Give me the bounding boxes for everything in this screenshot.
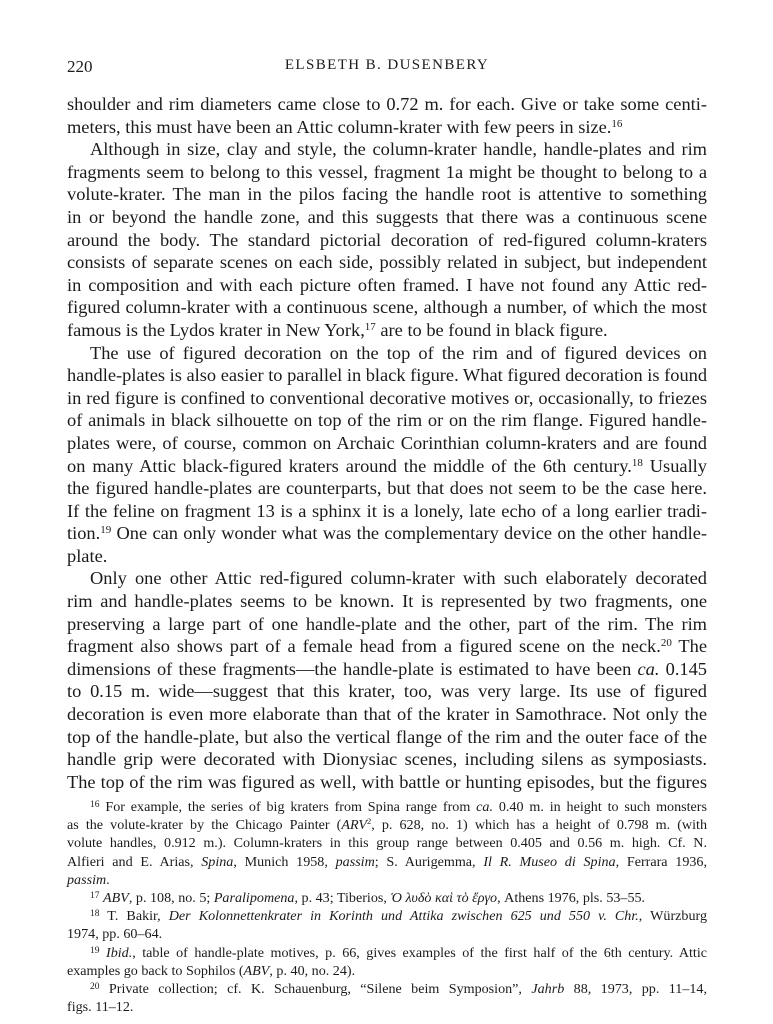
footnote-ref[interactable]: 20 <box>660 637 672 650</box>
body-line: dimensions of these fragments—the handle-plate is estimated to have been ca. 0.145 <box>67 658 707 679</box>
body-line: in or beyond the handle zone, and this suggests that there was a continuous scene <box>67 206 707 227</box>
running-head <box>67 57 707 81</box>
body-line: of animals in black silhouette on top of the rim or on the rim flange. Figured handle- <box>67 410 707 431</box>
footnote-line: 1974, pp. 60–64. <box>67 926 163 943</box>
footnote-ref[interactable]: 16 <box>611 117 623 130</box>
body-line: on many Attic black-figured kraters around the middle of the 6th century.$^{18}$ Usually <box>67 455 707 476</box>
page-number: 220 <box>67 57 93 76</box>
body-line: famous is the Lydos krater in New York,$^{17}$ are to be found in black figure. <box>67 319 608 340</box>
footnote-line: figs. 11–12. <box>67 999 134 1016</box>
footnote-line: volute handles, 0.912 m.). Column-kraters in this group range between 0.405 and 0.56 m. high. Cf. N. <box>67 835 707 852</box>
body-line: Although in size, clay and style, the column-krater handle, handle-plates and rim <box>90 139 707 160</box>
body-line: shoulder and rim diameters came close to 0.72 m. for each. Give or take some centi- <box>67 94 707 114</box>
footnotes <box>67 798 707 1016</box>
body-line: The top of the rim was figured as well, with battle or hunting episodes, but the figures <box>67 771 707 792</box>
body-line: handle-plates is also easier to parallel in black figure. What figured decoration is found <box>67 365 708 386</box>
footnote-20: $^{20}$ Private collection; cf. K. Schauenburg, “Silene beim Symposion”, Jahrb 88, 1973, pp. 11–14, <box>90 980 707 997</box>
body-line: Only one other Attic red-figured column-krater with such elaborately decorated <box>90 568 707 589</box>
body-line: handle grip were decorated with Dionysiac scenes, including silens as symposiasts. <box>67 749 707 770</box>
footnote-17: $^{17}$ ABV, p. 108, no. 5; Paralipomena, p. 43; Tiberios, Ὁ λυδὸ καὶ τὸ ἔργο, Athens 1976, pls. 53–55. <box>90 889 646 906</box>
body-line: The use of figured decoration on the top of the rim and of figured devices on <box>90 342 707 363</box>
body-line: around the body. The standard pictorial decoration of red-figured column-kraters <box>67 229 707 250</box>
body-line: preserving a large part of one handle-plate and the other, part of the rim. The rim <box>67 613 707 634</box>
body-line: decoration is even more elaborate than that of the krater in Samothrace. Not only the <box>67 704 707 725</box>
running-title: ELSBETH B. DUSENBERY <box>284 57 490 73</box>
footnote-line: Alfieri and E. Arias, Spina, Munich 1958, passim; S. Aurigemma, Il R. Museo di Spina, Ferrara 1936, <box>67 853 707 870</box>
body-line: top of the handle-plate, but also the vertical flange of the rim and the outer face of the <box>67 726 707 747</box>
body-line: figured column-krater with a continuous scene, although a number, of which the most <box>67 297 707 318</box>
footnote-ref[interactable]: 18 <box>631 456 643 469</box>
body-line: tion.$^{19}$ One can only wonder what was the complementary device on the other handle- <box>67 523 707 544</box>
footnote-ref[interactable]: 17 <box>364 320 376 333</box>
body-line: fragment also shows part of a female head from a figured scene on the neck.$^{20}$ The <box>67 636 707 657</box>
body-line: volute-krater. The man in the pilos facing the handle root is attentive to something <box>67 184 707 205</box>
footnote-18: $^{18}$ T. Bakir, Der Kolonnettenkrater in Korinth und Attika zwischen 625 und 550 v. Chr., Würzburg <box>90 908 707 925</box>
body-line: the figured handle-plates are counterparts, but that does not seem to be the case here. <box>67 478 707 499</box>
body-text <box>67 93 707 793</box>
body-line: meters, this must have been an Attic column-krater with few peers in size.$^{16}$ <box>67 116 623 137</box>
footnote-16: $^{16}$ For example, the series of big kraters from Spina range from ca. 0.40 m. in height to such monsters <box>90 799 707 815</box>
body-line: consists of separate scenes on each side, possibly related in subject, but independent <box>67 252 707 273</box>
footnote-ref[interactable]: 19 <box>100 524 112 537</box>
footnote-line: examples go back to Sophilos (ABV, p. 40, no. 24). <box>67 962 356 979</box>
body-line: plates were, of course, common on Archaic Corinthian column-kraters and are found <box>67 432 707 453</box>
body-line: in composition and with each picture often framed. I have not found any Attic red- <box>67 274 707 295</box>
body-line: If the feline on fragment 13 is a sphinx it is a lonely, late echo of a long earlier tradi- <box>67 500 707 521</box>
body-line: in red figure is confined to conventional decorative motives or, occasionally, to friezes <box>67 387 707 408</box>
footnote-line: as the volute-krater by the Chicago Painter (ARV$^2$, p. 628, no. 1) which has a height of 0.798 m. (with <box>67 816 707 834</box>
body-line: fragments seem to belong to this vessel, fragment 1a might be thought to belong to a <box>67 161 707 182</box>
footnote-line: passim. <box>67 871 110 888</box>
footnote-19: $^{19}$ Ibid., table of handle-plate motives, p. 66, gives examples of the first half of the 6th century. Attic <box>90 944 707 961</box>
body-line: plate. <box>67 545 108 566</box>
body-line: rim and handle-plates seems to be known. It is represented by two fragments, one <box>67 591 707 612</box>
body-line: to 0.15 m. wide—suggest that this krater, too, was very large. Its use of figured <box>67 681 707 702</box>
